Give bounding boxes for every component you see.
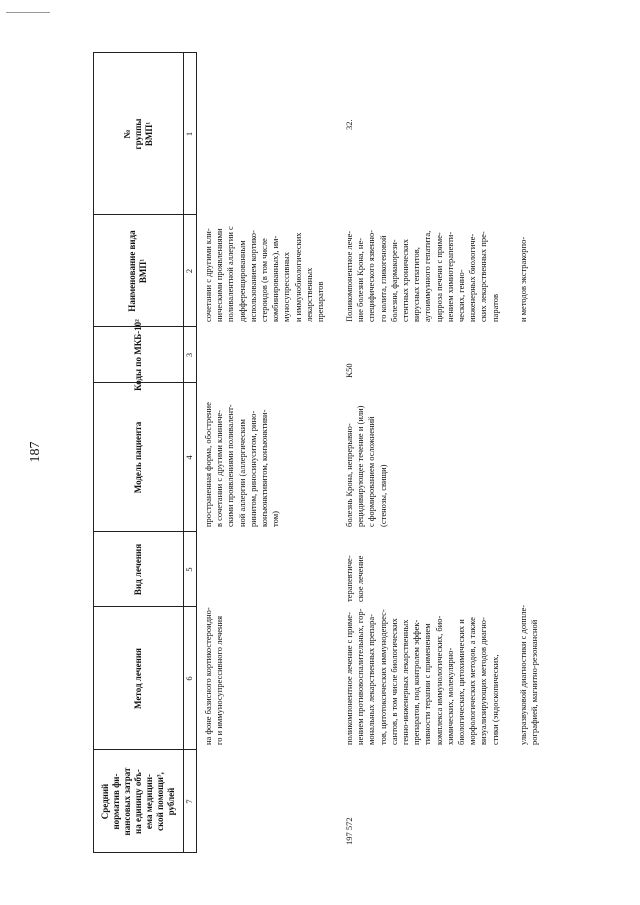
col-number-5: 5 [184, 567, 195, 572]
row0-vmp-name: сочетании с другими кли- ническими проявлениями поливалентной аллергии с дифференцированным использованием кортико- стероидов (в том числе комбинированных), им- муносупрессивных и иммунобиологических лекарственных препаратов [203, 226, 326, 322]
col-number-3: 3 [184, 352, 195, 358]
row1-group-number: 32. [344, 119, 354, 130]
continuation-vmp-name: и методов экстракорпо- [518, 236, 528, 322]
row1-patient-model: болезнь Крона, непрерывно- рецидивирующее течение и (или) с формированием осложнений (стенозы, свищи) [344, 405, 388, 527]
header-vmp-name: Наименование вида ВМП¹ [127, 230, 148, 312]
header-icd-codes: Коды по МКБ-10² [132, 319, 143, 391]
col-number-7: 7 [184, 799, 195, 804]
table-rule-numbers-bottom [196, 52, 197, 853]
row1-vmp-name: Поликомпонентное лече- ние болезни Крона, не- специфического язвенно- го колита, гликогеновой болезни, фармакорези- стентных хронических вирусных гепатитов, аутоиммунного гепатита, цирроза печени с приме- нением химиотерапевти- ческих, генно- инженерных биологиче- ских лекарственных пре- паратов [344, 229, 500, 322]
row1-icd-code: K50 [344, 363, 354, 378]
header-group-number: № группы ВМП¹ [121, 118, 154, 150]
row0-method: на фоне базисного кортикостероидно- го и иммуносупрессивного лечения [203, 607, 225, 745]
page-number: 187 [28, 441, 43, 463]
header-patient-model: Модель пациента [132, 421, 143, 494]
col-number-6: 6 [184, 676, 195, 681]
col-number-1: 1 [184, 131, 195, 137]
row1-cost: 197 572 [344, 817, 354, 845]
header-treatment-type: Вид лечения [132, 543, 143, 596]
continuation-method: ультразвуковой диагностики с доппле- рографией, магнитно-резонансной [518, 604, 540, 745]
row1-treatment-type: терапевтиче- ское лечение [344, 555, 366, 602]
row0-patient-model: пространенная форма, обострение в сочетании с другими клиниче- скими проявлениями поливалент- ной аллергии (аллергическим ринитом, риносинуситом, рино- конъюнктивитом, конъюнктиви- том) [203, 402, 281, 527]
row1-method: поликомпонентное лечение с приме- нением противовоспалительных, гор- мональных лекарственных препара- тов, цитотоксических иммунодепрес- сантов, в том числе биологических генно-инженерных лекарственных препаратов, под контролем эффек- тивности терапии с применением комплекса иммунологических, био- химических, молекулярно- биологических, цитохимических и морфологических методов, а также визуализирующих методов диагно- стики (эндоскопических, [344, 608, 500, 745]
header-method: Метод лечения [132, 648, 143, 709]
col-number-2: 2 [184, 268, 195, 274]
col-number-4: 4 [184, 455, 195, 460]
header-cost: Средний норматив фи- нансовых затрат на единицу объ- ема медицин- ской помощи³, рублей [99, 767, 176, 836]
